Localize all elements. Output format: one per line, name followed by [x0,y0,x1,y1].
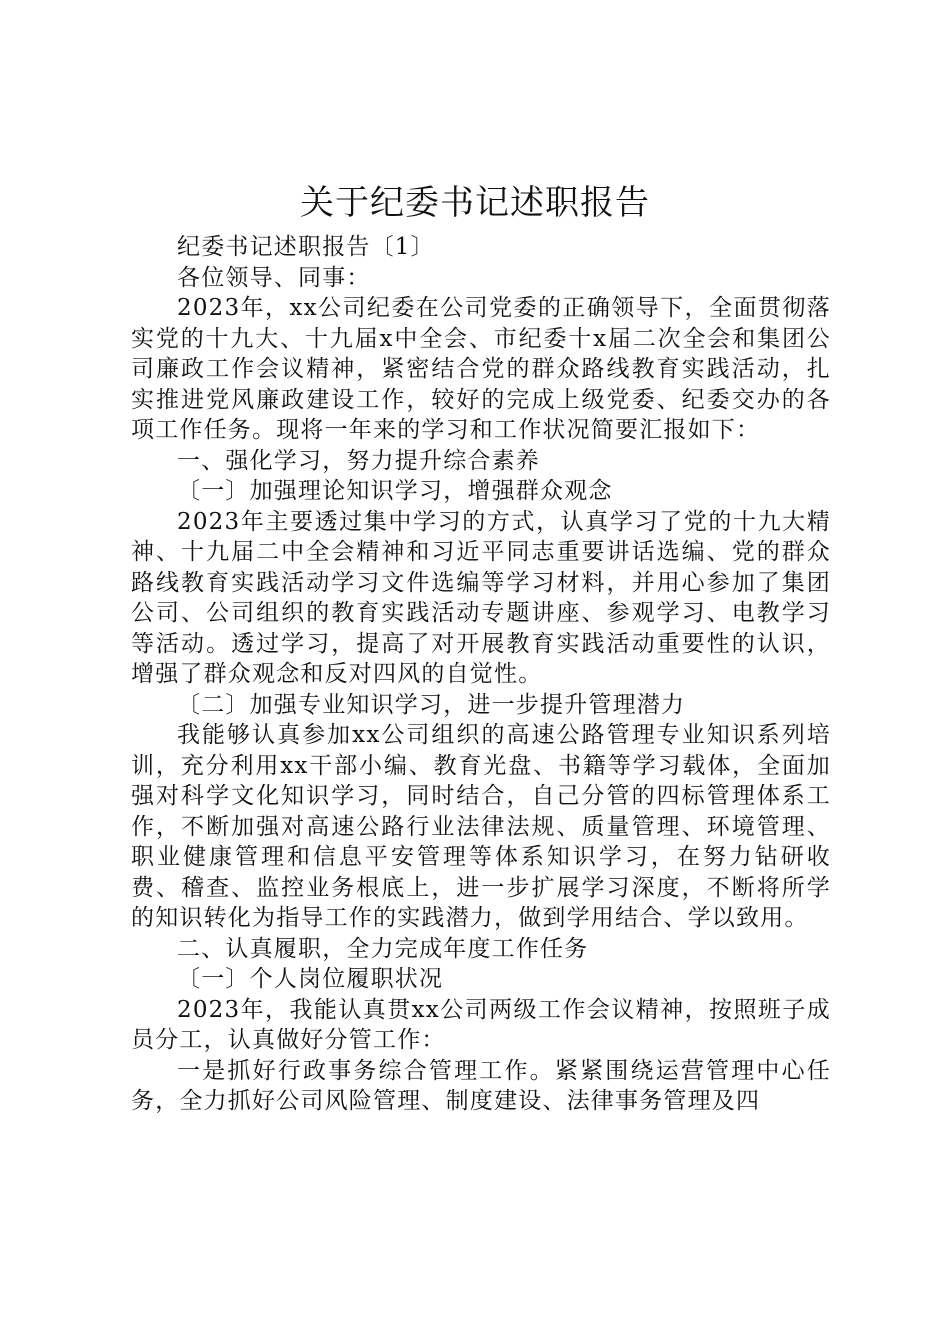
body-paragraph: 一是抓好行政事务综合管理工作。紧紧围绕运营管理中心任务，全力抓好公司风险管理、制度建设、法律事务管理及四 [131,1057,831,1114]
document-body [131,232,831,1117]
section-heading-2: 二、认真履职，全力完成年度工作任务 [177,935,589,962]
body-paragraph: 我能够认真参加xx公司组织的高速公路管理专业知识系列培训，充分利用xx干部小编、教育光盘、书籍等学习载体，全面加强对科学文化知识学习，同时结合，自己分管的四标管理体系工作，不断加强对高速公路行业法律法规、质量管理、环境管理、职业健康管理和信息平安管理等体系知识学习，在努力钻研收费、稽查、监控业务根底上，进一步扩展学习深度，不断将所学的知识转化为指导工作的实践潜力，做到学用结合、学以致用。 [131,722,831,931]
intro-paragraph: 2023年，xx公司纪委在公司党委的正确领导下，全面贯彻落实党的十九大、十九届x中全会、市纪委十x届二次全会和集团公司廉政工作会议精神，紧密结合党的群众路线教育实践活动，扎实推进党风廉政建设工作，较好的完成上级党委、纪委交办的各项工作任务。现将一年来的学习和工作状况简要汇报如下： [131,295,831,443]
body-paragraph: 2023年，我能认真贯xx公司两级工作会议精神，按照班子成员分工，认真做好分管工作： [131,996,831,1053]
subsection-heading-1-1: 〔一〕加强理论知识学习，增强群众观念 [177,478,613,504]
document-title: 关于纪委书记述职报告 [300,183,650,223]
body-paragraph: 2023年主要透过集中学习的方式，认真学习了党的十九大精神、十九届二中全会精神和习近平同志重要讲话选编、党的群众路线教育实践活动学习文件选编等学习材料，并用心参加了集团公司、公司组织的教育实践活动专题讲座、参观学习、电教学习等活动。透过学习，提高了对开展教育实践活动重要性的认识，增强了群众观念和反对四风的自觉性。 [131,508,831,687]
section-heading-1: 一、强化学习，努力提升综合素养 [177,447,540,474]
subsection-heading-1-2: 〔二〕加强专业知识学习，进一步提升管理潜力 [177,691,686,718]
salutation: 各位领导、同事： [177,264,371,291]
subsection-heading-2-1: 〔一〕个人岗位履职状况 [177,966,444,992]
report-subtitle: 纪委书记述职报告〔1〕 [177,234,435,260]
